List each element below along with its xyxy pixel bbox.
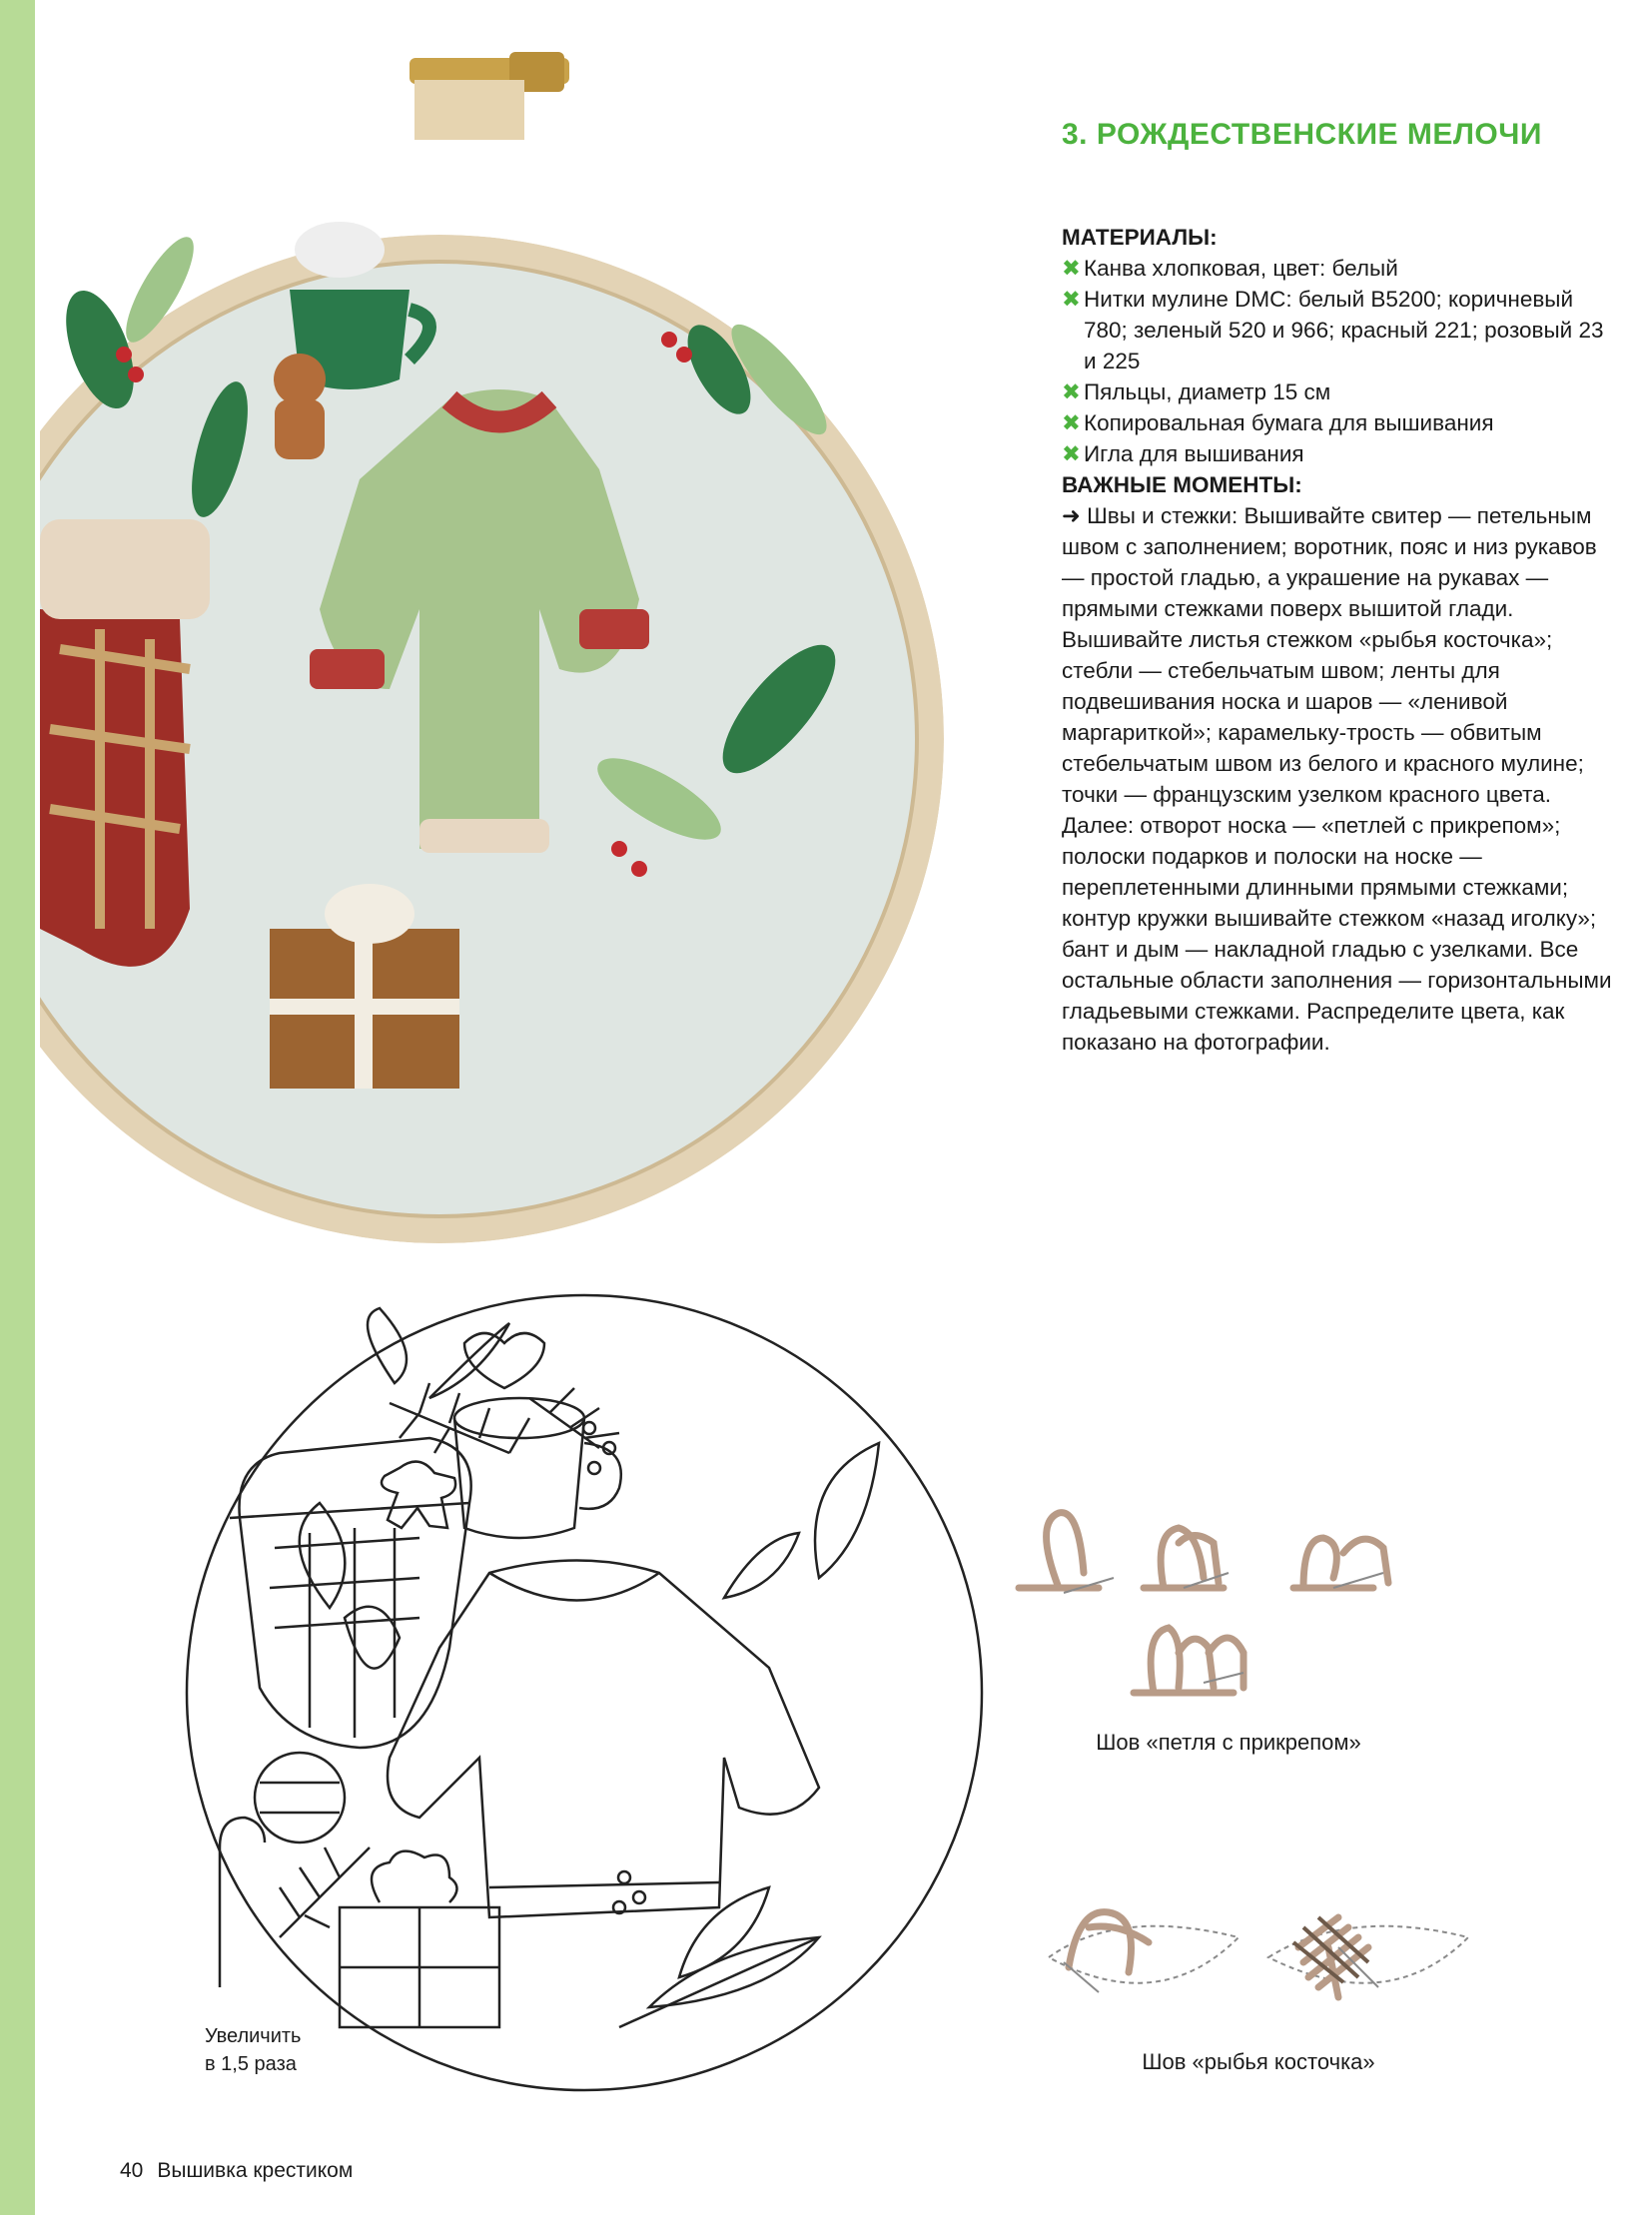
materials-item: ✖ Канва хлопковая, цвет: белый	[1062, 253, 1621, 284]
important-heading: ВАЖНЫЕ МОМЕНТЫ:	[1062, 472, 1302, 497]
fishbone-stitch-diagram	[1039, 1887, 1478, 2037]
fishbone-stitch-caption: Шов «рыбья косточка»	[1142, 2049, 1375, 2074]
important-text: ➜ Швы и стежки: Вышивайте свитер — петельным швом с заполнением; воротник, пояс и низ рукавов — простой гладью, а украшение на рукавах — прямыми стежками поверх вышитой глади. Вышивайте листья стежком «рыбья косточка»; стебли — стебельчатым швом; ленты для подвешивания носка и шаров — «ленивой маргариткой»; карамельку-трость — обвитым стебельчатым швом из белого и красного мулине; точки — французским узелком красного цвета. Далее: отворот носка — «петлей с прикрепом»; полоски подарков и полоски на носке — переплетенными длинными прямыми стежками; контур кружки вышивайте стежком «назад иголку»; бант и дым — накладной гладью с узелками. Все остальные области заполнения — горизонтальными гладьевыми стежками. Распределите цвета, как показано на фотографии.	[1062, 503, 1612, 1055]
side-color-bar	[0, 0, 35, 2215]
hoop-screw	[410, 52, 569, 140]
materials-item: ✖ Игла для вышивания	[1062, 438, 1621, 469]
loop-stitch-diagram	[1004, 1503, 1463, 1703]
materials-item: ✖ Пяльцы, диаметр 15 см	[1062, 376, 1621, 407]
loop-stitch-caption: Шов «петля с прикрепом»	[1096, 1730, 1361, 1755]
x-bullet-icon: ✖	[1062, 410, 1081, 435]
embroidery-pattern-drawing	[180, 1288, 989, 2097]
gingerbread-embroidery	[274, 354, 326, 405]
materials-item: ✖ Копировальная бумага для вышивания	[1062, 407, 1621, 438]
page-number: 40	[120, 2159, 144, 2182]
page-footer	[120, 2159, 353, 2183]
project-title: 3. РОЖДЕСТВЕНСКИЕ МЕЛОЧИ	[1062, 118, 1542, 151]
x-bullet-icon: ✖	[1062, 379, 1081, 404]
x-bullet-icon: ✖	[1062, 441, 1081, 466]
instructions-column	[1062, 222, 1621, 1058]
embroidery-hoop-photo	[40, 50, 1054, 1258]
materials-item: ✖ Нитки мулине DMC: белый B5200; коричневый 780; зеленый 520 и 966; красный 221; розовый 23 и 225	[1062, 284, 1621, 376]
book-title: Вышивка крестиком	[157, 2159, 354, 2182]
enlarge-note: Увеличить в 1,5 раза	[205, 2025, 302, 2075]
arrow-right-icon: ➜	[1062, 503, 1081, 528]
x-bullet-icon: ✖	[1062, 256, 1081, 281]
x-bullet-icon: ✖	[1062, 287, 1081, 312]
materials-heading: МАТЕРИАЛЫ:	[1062, 225, 1218, 250]
